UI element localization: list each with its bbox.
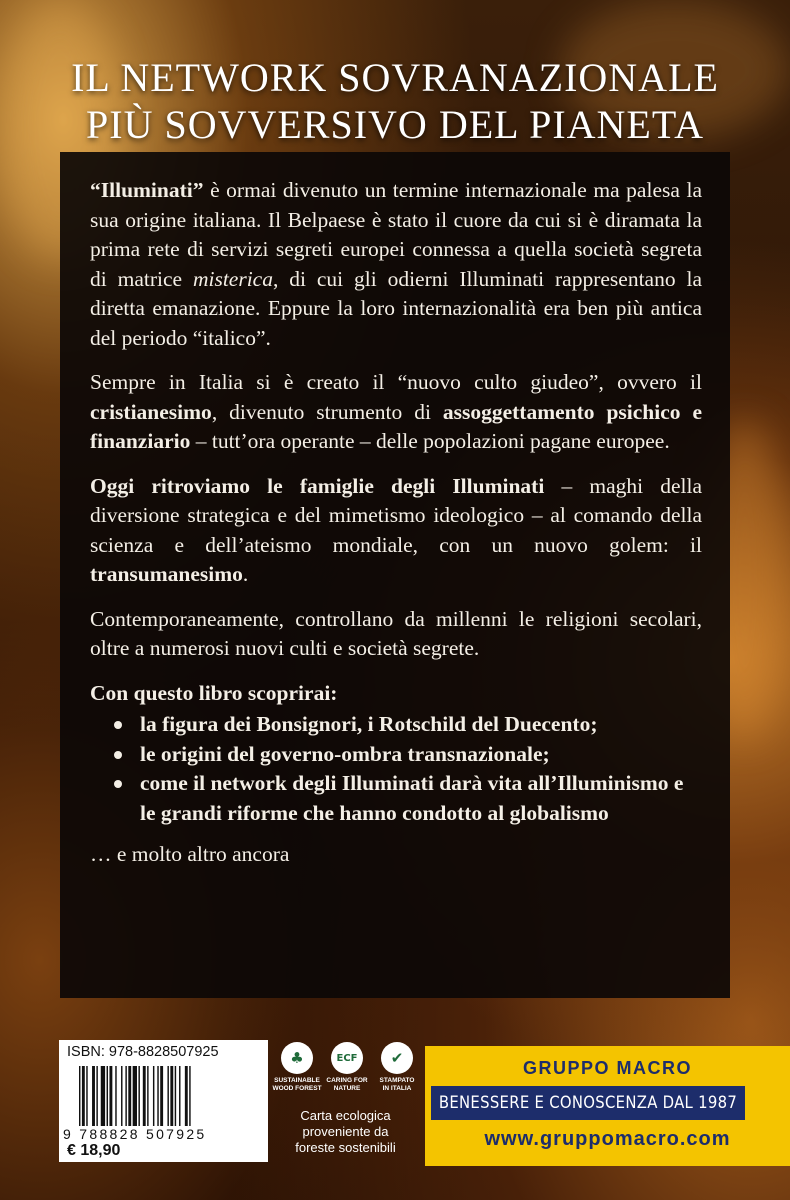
publisher-name: GRUPPO MACRO [522, 1058, 692, 1078]
isbn-label: ISBN: 978-8828507925 [67, 1044, 219, 1060]
eco-caption [278, 1108, 413, 1156]
list-item: la figura dei Bonsignori, i Rotschild del Duecento; [114, 710, 702, 740]
p1-bold: “Illuminati” [90, 178, 204, 202]
closing-line: … e molto altro ancora [90, 842, 290, 866]
p2-bold-2: assoggettamento psichico e finanziario [90, 399, 702, 453]
eco-label-3-line-2: IN ITALIA [382, 1084, 412, 1092]
p3-text-2: . [242, 562, 249, 586]
list-item: le origini del governo-ombra transnazionale; [114, 740, 702, 770]
eco-caption-line-2: proveniente da [302, 1124, 389, 1139]
discover-title: Con questo libro scoprirai: [90, 680, 338, 705]
barcode-digits: 9 788828 507925 [63, 1126, 207, 1142]
p2-bold-1: cristianesimo [90, 399, 212, 424]
eco-label-2-line-1: CARING FOR [326, 1077, 368, 1084]
blurb-paragraph-1 [90, 176, 702, 353]
p3-bold-2: transumanesimo [90, 562, 243, 586]
eco-caption-line-1: Carta ecologica [300, 1108, 391, 1123]
eco-badge-sustainable [272, 1042, 322, 1092]
p1-text-1: è ormai divenuto un termine internazionale ma palesa la sua origine italiana. Il Belpaese è stato il cuore da cui si è diramata la prima rete di servizi segreti europei connessa a quella società segreta di matrice [90, 178, 702, 291]
p1-italic: misterica [192, 266, 273, 291]
price-label: € 18,90 [67, 1142, 121, 1159]
eco-label-3 [372, 1077, 422, 1092]
p3-bold-1: Oggi ritroviamo le famiglie degli Illuminati [90, 473, 545, 498]
cover-headline [0, 54, 790, 148]
p2-text-3: – tutt’ora operante – delle popolazioni pagane europee. [190, 429, 670, 453]
barcode-box [59, 1040, 268, 1162]
eco-caption-line-3: foreste sostenibili [295, 1140, 396, 1155]
headline-line-2: PIÙ SOVVERSIVO DEL PIANETA [86, 102, 704, 147]
p2-text-1: Sempre in Italia si è creato il “nuovo culto giudeo”, ovvero il [90, 370, 702, 394]
eco-label-2-line-2: NATURE [333, 1084, 361, 1092]
headline-line-1: IL NETWORK SOVRANAZIONALE [71, 55, 719, 100]
eco-label-3-line-1: STAMPATO [379, 1077, 415, 1084]
p3-text-1: – maghi della diversione strategica e del mimetismo ideologico – al comando della scienza e dell’ateismo mondiale, con un nuovo golem: il [90, 473, 702, 557]
blurb-text [90, 176, 702, 885]
publisher-tagline: BENESSERE E CONOSCENZA DAL 1987 [431, 1086, 745, 1120]
italy-icon: ✔ [381, 1042, 413, 1074]
tree-icon: ♣ [281, 1042, 313, 1074]
p1-text-2: , di cui gli odierni Illuminati rappresentano la diretta emanazione. Eppure la loro internazionalità era ben più antica del periodo “italico”. [90, 266, 702, 350]
publisher-box [425, 1046, 790, 1166]
eco-label-1-line-2: WOOD FOREST [272, 1084, 322, 1092]
eco-label-2 [322, 1077, 372, 1092]
blurb-paragraph-3 [90, 472, 702, 590]
discover-list [90, 710, 702, 828]
list-item: come il network degli Illuminati darà vita all’Illuminismo e le grandi riforme che hanno condotto al globalismo [114, 769, 702, 828]
blurb-paragraph-4: Contemporaneamente, controllano da millenni le religioni secolari, oltre a numerosi nuovi culti e società segrete. [90, 606, 702, 660]
ecf-icon: ECF [331, 1042, 363, 1074]
eco-badge-ecf [322, 1042, 372, 1092]
barcode-bars [79, 1066, 261, 1126]
publisher-url[interactable]: www.gruppomacro.com [484, 1128, 731, 1150]
blurb-paragraph-2 [90, 368, 702, 457]
eco-label-1 [272, 1077, 322, 1092]
eco-badge-italia [372, 1042, 422, 1092]
p2-text-2: , divenuto strumento di [211, 399, 443, 424]
eco-label-1-line-1: SUSTAINABLE [274, 1077, 320, 1084]
